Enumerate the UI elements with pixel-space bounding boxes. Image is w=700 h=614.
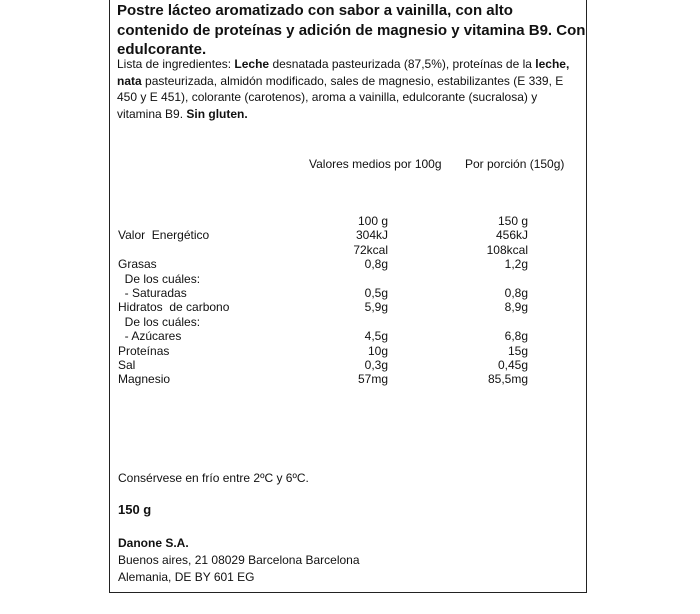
value-per-100g: 72kcal [353, 242, 388, 257]
ingredients-text: Lista de ingredientes: [117, 57, 235, 71]
value-per-portion: 150 g [497, 214, 528, 228]
nutrition-row [0, 300, 700, 314]
value-per-100g: 100 g [357, 214, 388, 228]
nutrient-label: Magnesio [118, 372, 171, 387]
value-per-portion: 15g [507, 343, 528, 358]
nutrition-row [0, 344, 700, 358]
nutrient-label: Grasas [118, 257, 157, 272]
nutrition-row [0, 286, 700, 300]
value-per-100g: 0,8g [364, 257, 388, 272]
value-per-100g: 0,5g [364, 286, 388, 300]
nutrition-row [0, 358, 700, 372]
nutrition-row [0, 372, 700, 386]
value-per-100g: 10g [367, 343, 388, 358]
value-per-portion: 108kcal [486, 242, 528, 257]
column-header-per-portion: Por porción (150g) [465, 157, 565, 171]
company-address-line1: Buenos aires, 21 08029 Barcelona Barcelona [118, 553, 360, 567]
nutrient-label: De los cuáles: [118, 314, 201, 329]
nutrient-label: De los cuáles: [118, 271, 201, 286]
nutrition-row [0, 329, 700, 343]
value-per-100g: 304kJ [355, 228, 388, 243]
column-header-per-100g: Valores medios por 100g [309, 157, 442, 171]
ingredients-text: pasteurizada, almidón modificado, sales de magnesio, estabilizantes (E 339, E 450 y E 451), colorante (carotenos), aroma a vainilla, edulcorante (sucralosa) y vitamina B9. [117, 73, 564, 121]
nutrition-row [0, 214, 700, 228]
value-per-portion: 456kJ [495, 228, 528, 243]
value-per-portion: 1,2g [504, 257, 528, 272]
value-per-portion: 0,8g [504, 286, 528, 300]
company-name: Danone S.A. [118, 536, 189, 550]
nutrient-label: - Azúcares [118, 329, 182, 344]
company-address-line2: Alemania, DE BY 601 EG [118, 570, 255, 584]
ingredients-list [117, 56, 582, 122]
net-weight: 150 g [118, 502, 152, 517]
value-per-portion: 8,9g [504, 300, 528, 315]
storage-note: Consérvese en frío entre 2ºC y 6ºC. [118, 471, 309, 485]
value-per-100g: 0,3g [364, 358, 388, 372]
nutrition-row [0, 272, 700, 286]
value-per-100g: 57mg [357, 372, 388, 387]
nutrient-label: - Saturadas [118, 286, 187, 300]
value-per-100g: 5,9g [364, 300, 388, 315]
ingredients-text: desnatada pasteurizada (87,5%), proteínas de la [269, 57, 536, 71]
nutrition-row [0, 228, 700, 242]
nutrient-label: Sal [118, 358, 136, 372]
nutrient-label: Valor Energético [118, 228, 210, 243]
nutrition-row [0, 315, 700, 329]
allergen-leche-nata: leche, nata [117, 57, 570, 88]
value-per-100g: 4,5g [364, 329, 388, 344]
allergen-leche: Leche [234, 57, 270, 71]
nutrient-label: Proteínas [118, 343, 170, 358]
value-per-portion: 0,45g [497, 358, 528, 372]
value-per-portion: 85,5mg [487, 372, 528, 387]
nutrient-label: Hidratos de carbono [118, 300, 230, 315]
product-title: Postre lácteo aromatizado con sabor a vainilla, con alto contenido de proteínas y adición de magnesio y vitamina B9. Con edulcorante. [117, 2, 586, 58]
value-per-portion: 6,8g [504, 329, 528, 344]
nutrition-row [0, 243, 700, 257]
nutrition-row [0, 257, 700, 271]
gluten-free-note: Sin gluten. [186, 106, 248, 121]
